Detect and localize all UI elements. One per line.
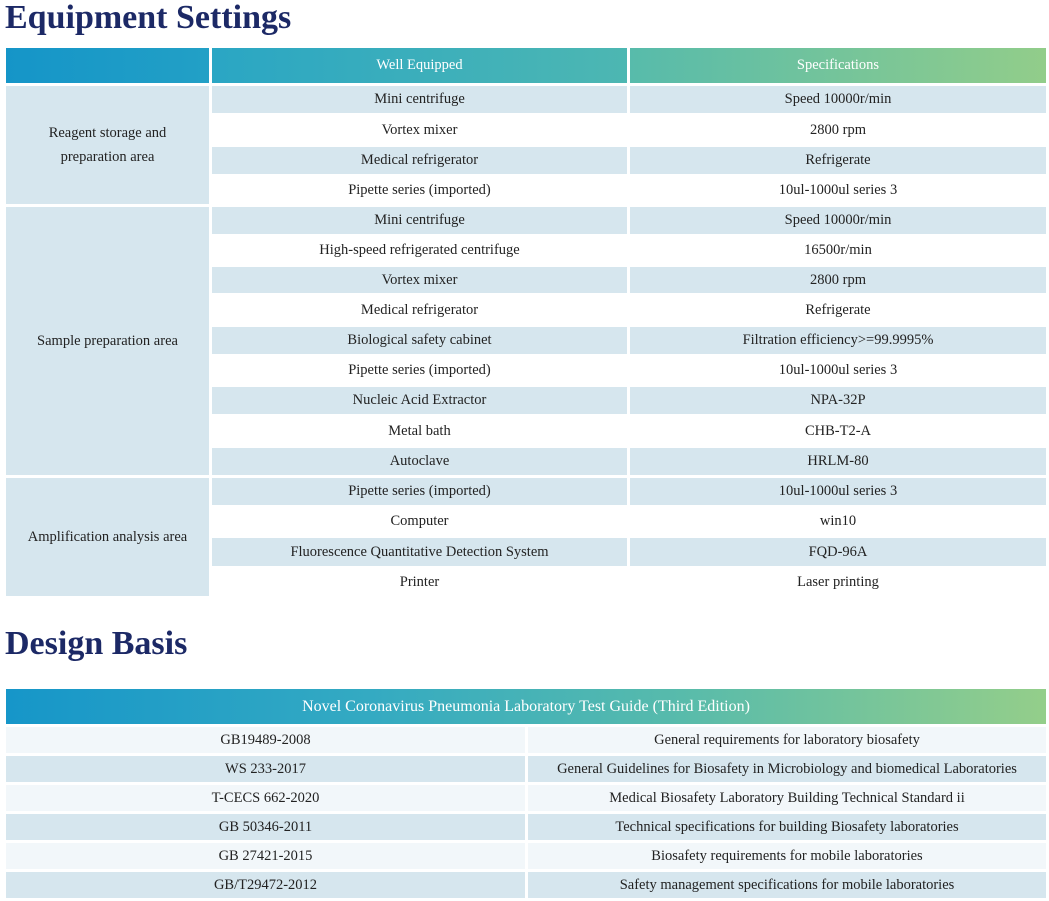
standard-name: Medical Biosafety Laboratory Building Technical Standard ii [528, 785, 1046, 811]
equipment-name: Printer [212, 569, 627, 596]
equipment-name: Mini centrifuge [212, 207, 627, 234]
equipment-spec: HRLM-80 [630, 448, 1046, 475]
equipment-name: High-speed refrigerated centrifuge [212, 237, 627, 264]
standard-code: WS 233-2017 [6, 756, 525, 782]
design-basis-row [6, 727, 1046, 753]
equipment-name: Mini centrifuge [212, 86, 627, 113]
standard-code: GB 27421-2015 [6, 843, 525, 869]
equipment-name: Computer [212, 508, 627, 535]
equipment-name: Vortex mixer [212, 116, 627, 144]
equipment-spec: 10ul-1000ul series 3 [630, 357, 1046, 384]
equipment-spec: 16500r/min [630, 237, 1046, 264]
equipment-row [6, 86, 1046, 113]
equipment-spec: 10ul-1000ul series 3 [630, 177, 1046, 204]
design-basis-row [6, 872, 1046, 898]
design-basis-row [6, 814, 1046, 840]
standard-name: Biosafety requirements for mobile laboratories [528, 843, 1046, 869]
equipment-row [6, 478, 1046, 505]
standard-code: GB19489-2008 [6, 727, 525, 753]
equipment-row [6, 207, 1046, 234]
design-basis-title: Design Basis [5, 625, 188, 662]
equipment-spec: 2800 rpm [630, 267, 1046, 293]
equipment-name: Autoclave [212, 448, 627, 475]
equipment-name: Vortex mixer [212, 267, 627, 293]
equipment-name: Pipette series (imported) [212, 478, 627, 505]
equipment-spec: Refrigerate [630, 296, 1046, 324]
area-name: Amplification analysis area [6, 478, 209, 596]
equipment-table-header [6, 48, 1046, 83]
standard-name: Safety management specifications for mobile laboratories [528, 872, 1046, 898]
equipment-name: Nucleic Acid Extractor [212, 387, 627, 414]
equipment-spec: Laser printing [630, 569, 1046, 596]
design-basis-table-body [6, 727, 1046, 898]
equipment-name: Metal bath [212, 417, 627, 445]
equipment-name: Medical refrigerator [212, 296, 627, 324]
design-basis-row [6, 756, 1046, 782]
equipment-spec: Filtration efficiency>=99.9995% [630, 327, 1046, 354]
equipment-spec: Speed 10000r/min [630, 86, 1046, 113]
area-name: Sample preparation area [6, 207, 209, 475]
equipment-name: Medical refrigerator [212, 147, 627, 174]
standard-code: GB/T29472-2012 [6, 872, 525, 898]
equipment-spec: CHB-T2-A [630, 417, 1046, 445]
equipment-spec: 10ul-1000ul series 3 [630, 478, 1046, 505]
equipment-spec: Refrigerate [630, 147, 1046, 174]
design-basis-row [6, 785, 1046, 811]
design-basis-header: Novel Coronavirus Pneumonia Laboratory Test Guide (Third Edition) [6, 689, 1046, 724]
equipment-name: Fluorescence Quantitative Detection System [212, 538, 627, 566]
equipment-spec: Speed 10000r/min [630, 207, 1046, 234]
equipment-table [3, 45, 1049, 599]
standard-name: General Guidelines for Biosafety in Microbiology and biomedical Laboratories [528, 756, 1046, 782]
design-basis-row [6, 843, 1046, 869]
equipment-spec: NPA-32P [630, 387, 1046, 414]
equipment-table-body [6, 86, 1046, 596]
standard-name: General requirements for laboratory biosafety [528, 727, 1046, 753]
header-area [6, 48, 209, 83]
standard-code: T-CECS 662-2020 [6, 785, 525, 811]
equipment-spec: win10 [630, 508, 1046, 535]
equipment-spec: 2800 rpm [630, 116, 1046, 144]
equipment-settings-title: Equipment Settings [5, 0, 292, 36]
standard-code: GB 50346-2011 [6, 814, 525, 840]
equipment-name: Pipette series (imported) [212, 357, 627, 384]
header-specifications: Specifications [630, 48, 1046, 83]
equipment-name: Biological safety cabinet [212, 327, 627, 354]
area-name: Reagent storage and preparation area [6, 86, 209, 204]
standard-name: Technical specifications for building Biosafety laboratories [528, 814, 1046, 840]
equipment-spec: FQD-96A [630, 538, 1046, 566]
header-well-equipped: Well Equipped [212, 48, 627, 83]
design-basis-table [3, 686, 1049, 901]
equipment-name: Pipette series (imported) [212, 177, 627, 204]
